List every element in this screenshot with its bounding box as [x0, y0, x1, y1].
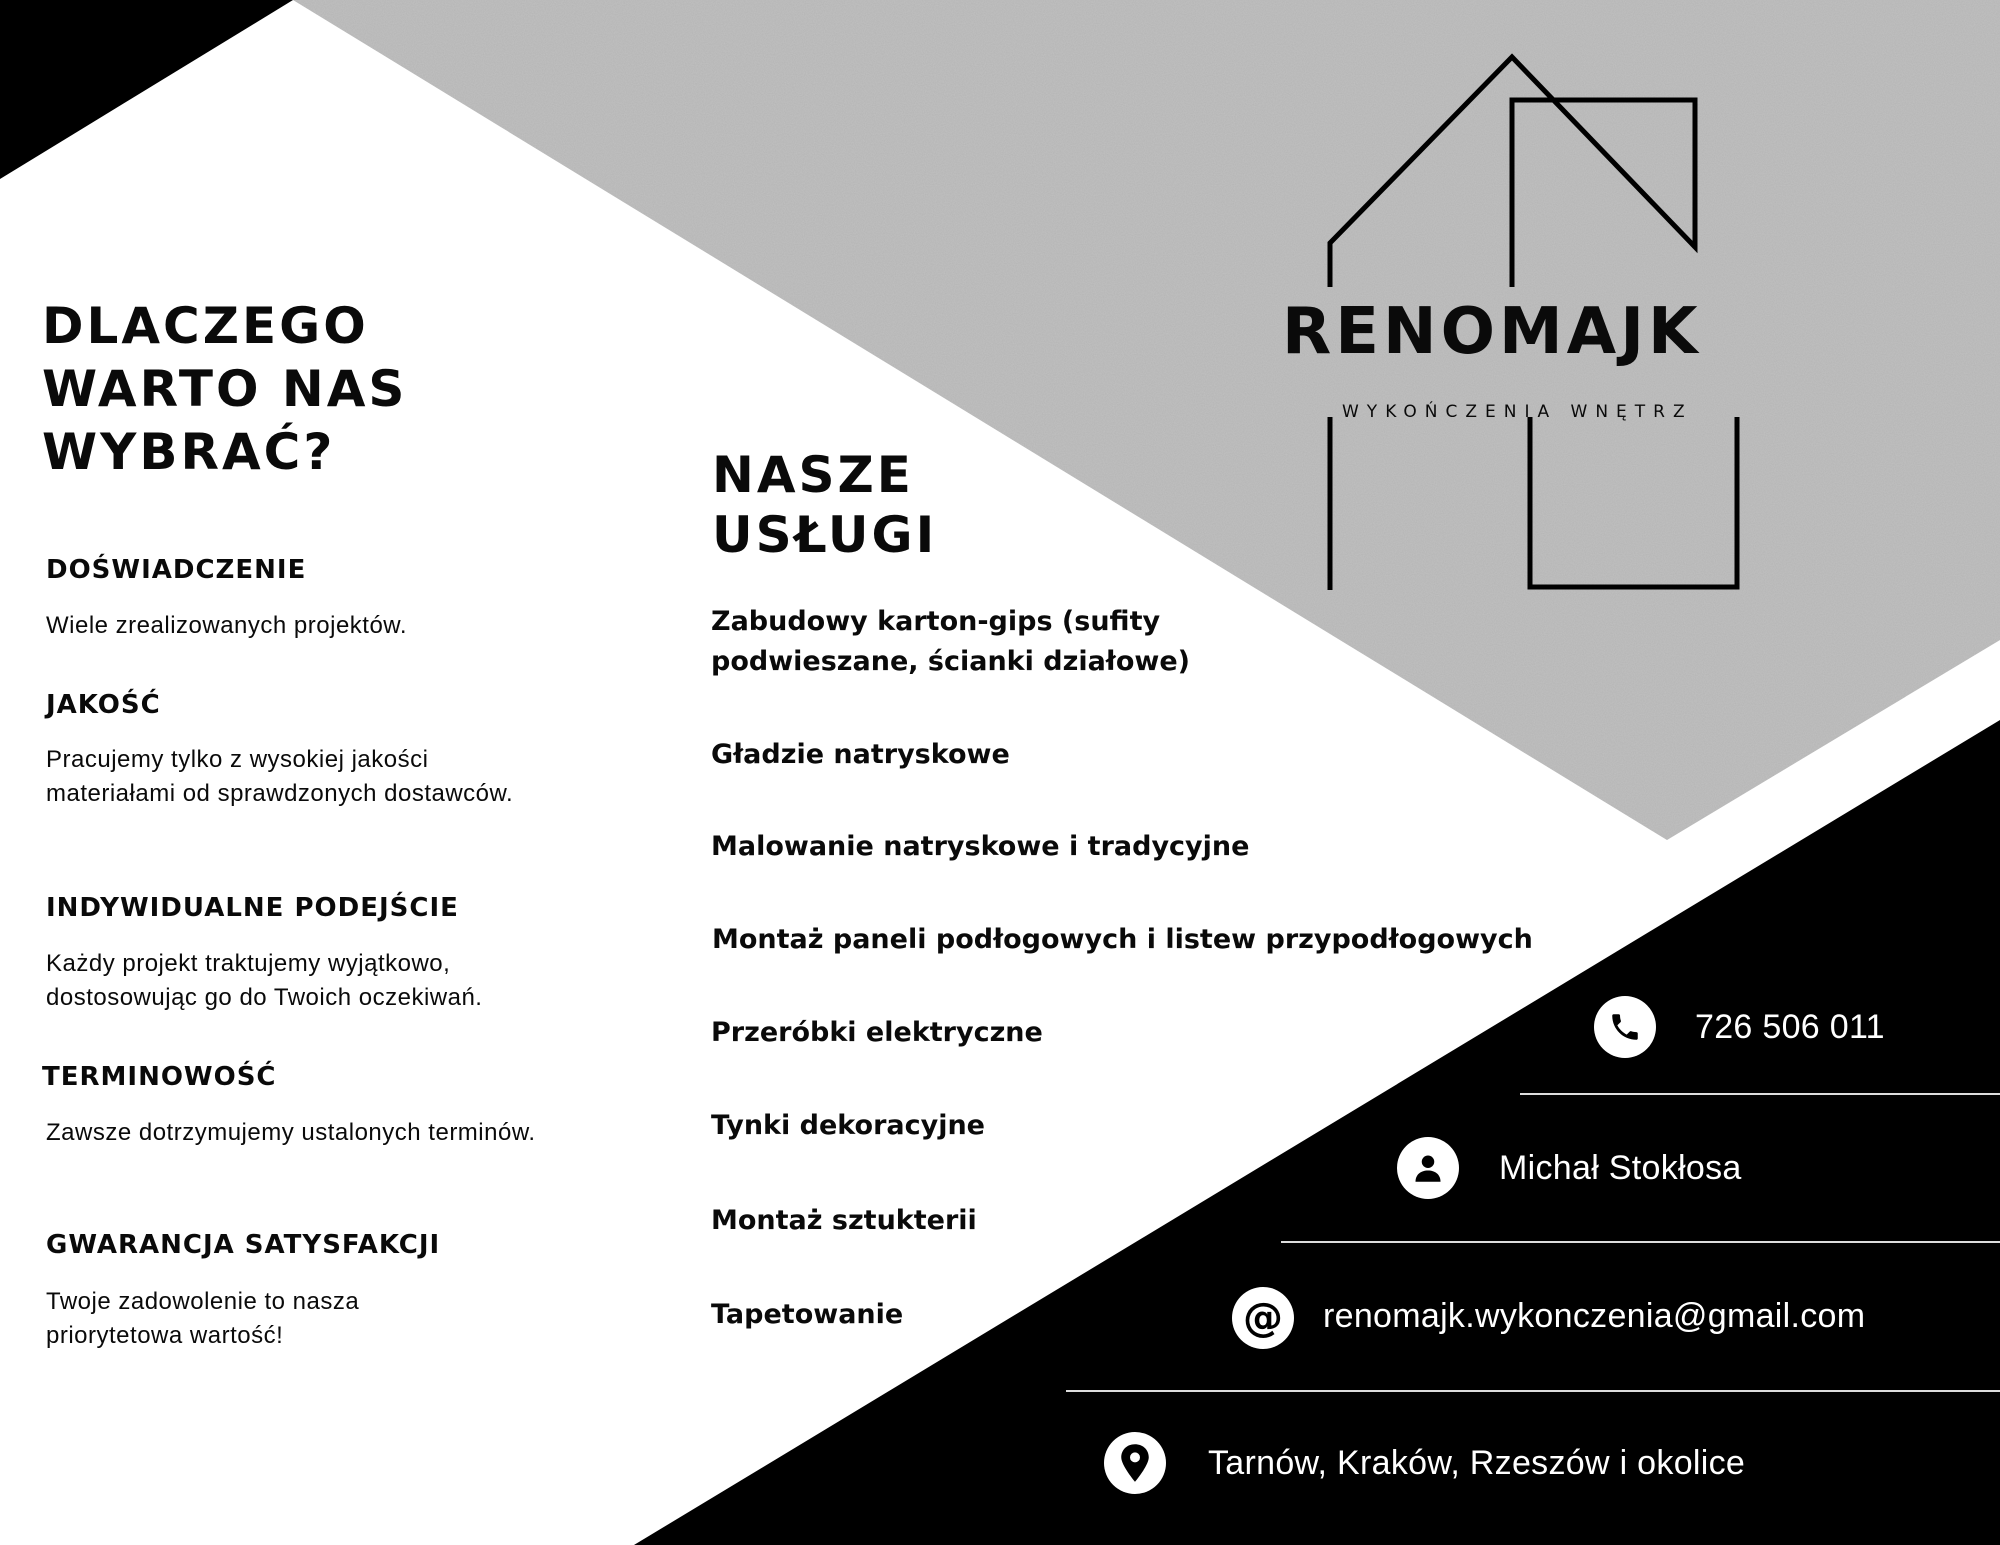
email-address[interactable]: renomajk.wykonczenia@gmail.com [1323, 1297, 1866, 1335]
service-item: Zabudowy karton-gips (sufity podwieszane, ścianki działowe) [711, 606, 1190, 677]
person-icon [1397, 1137, 1459, 1199]
location-pin-icon [1104, 1432, 1166, 1494]
why-item-text: Twoje zadowolenie to nasza priorytetowa wartość! [46, 1288, 360, 1349]
service-item: Malowanie natryskowe i tradycyjne [711, 831, 1250, 862]
services-heading-line: USŁUGI [712, 506, 938, 564]
why-heading-line: WARTO NAS [42, 360, 408, 418]
service-item: Gładzie natryskowe [711, 739, 1010, 770]
why-item-title: DOŚWIADCZENIE [46, 555, 307, 585]
service-item: Tynki dekoracyjne [711, 1110, 985, 1141]
why-heading-line: WYBRAĆ? [42, 423, 336, 481]
divider [1520, 1093, 2000, 1095]
services-heading [712, 445, 937, 565]
why-heading-line: DLACZEGO [42, 297, 369, 355]
why-item-text: Pracujemy tylko z wysokiej jakości materiałami od sprawdzonych dostawców. [46, 746, 514, 807]
why-heading [42, 295, 407, 484]
at-icon: @ [1232, 1287, 1294, 1349]
why-item-title: GWARANCJA SATYSFAKCJI [46, 1230, 441, 1260]
top-left-black-triangle [0, 0, 293, 179]
why-item-text: Wiele zrealizowanych projektów. [46, 612, 407, 639]
service-item: Tapetowanie [711, 1299, 904, 1330]
phone-number[interactable]: 726 506 011 [1695, 1008, 1885, 1046]
contact-name: Michał Stokłosa [1499, 1149, 1742, 1187]
services-heading-line: NASZE [712, 446, 914, 504]
logo-wordmark: RENOMAJK [1282, 295, 1702, 369]
divider [1066, 1390, 2000, 1392]
logo-tagline: WYKOŃCZENIA WNĘTRZ [1342, 402, 1693, 422]
service-item: Przeróbki elektryczne [711, 1017, 1043, 1048]
why-item-title: TERMINOWOŚĆ [42, 1062, 277, 1092]
service-item: Montaż paneli podłogowych i listew przypodłogowych [712, 924, 1533, 955]
service-area: Tarnów, Kraków, Rzeszów i okolice [1208, 1444, 1746, 1482]
why-item-text: Zawsze dotrzymujemy ustalonych terminów. [46, 1119, 536, 1146]
service-item: Montaż sztukterii [711, 1205, 977, 1236]
phone-icon [1594, 996, 1656, 1058]
why-item-text: Każdy projekt traktujemy wyjątkowo, dostosowując go do Twoich oczekiwań. [46, 950, 483, 1011]
divider [1281, 1241, 2000, 1243]
why-item-title: JAKOŚĆ [46, 690, 161, 720]
why-item-title: INDYWIDUALNE PODEJŚCIE [46, 893, 459, 923]
